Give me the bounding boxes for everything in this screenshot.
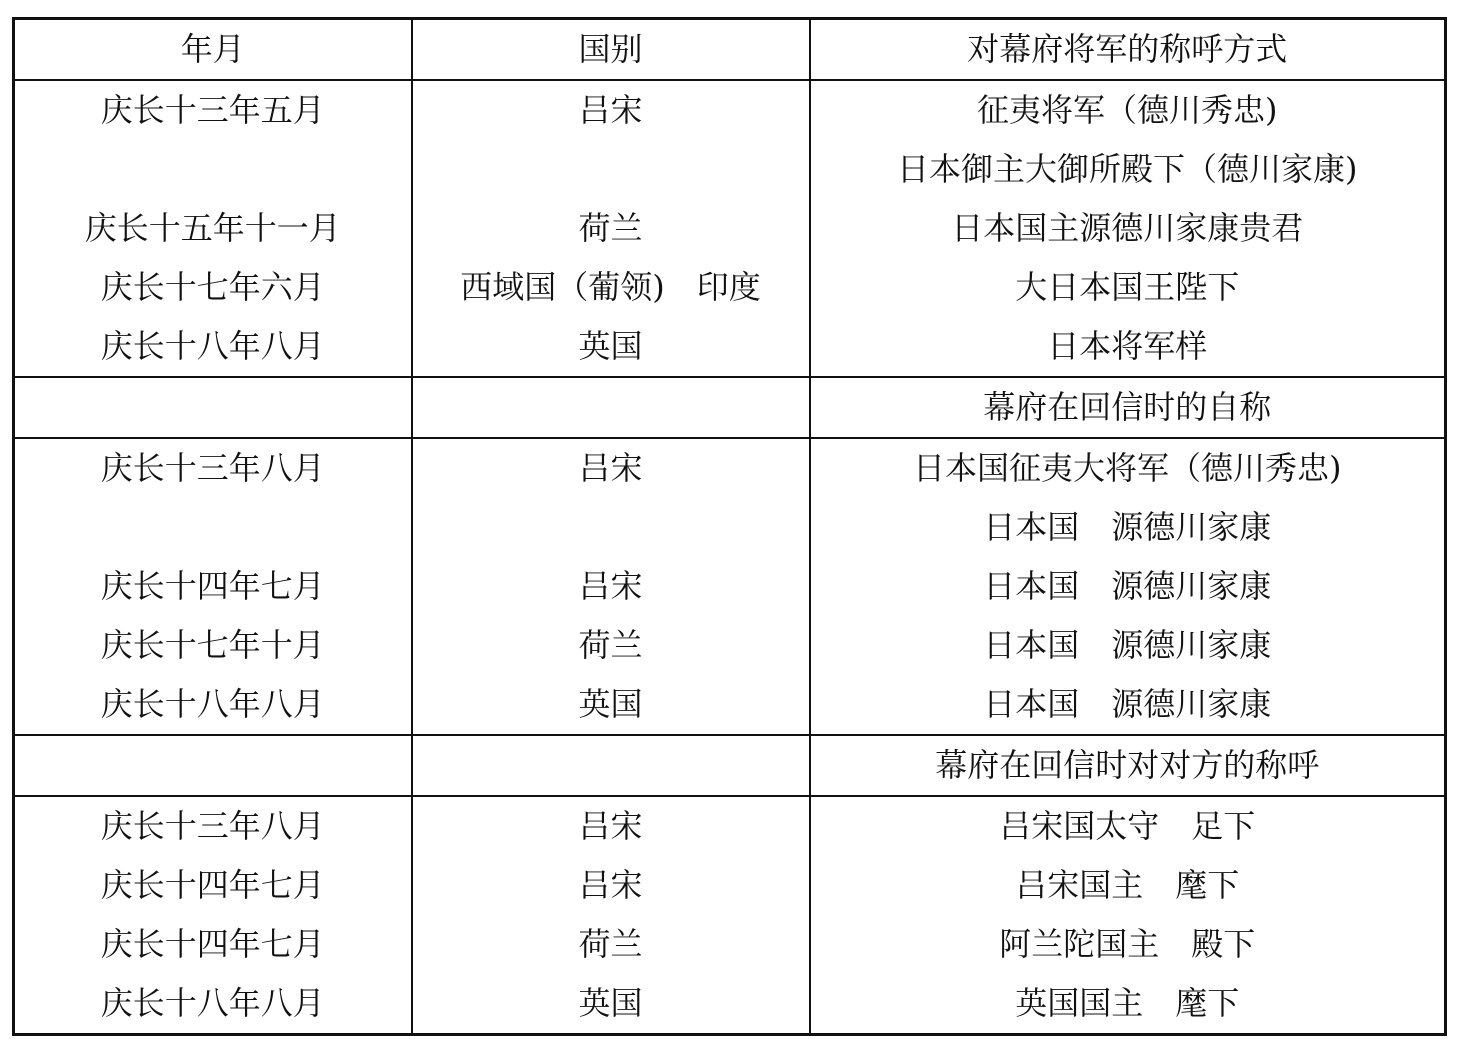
- cell-address: 征夷将军（德川秀忠): [810, 80, 1446, 140]
- cell-address: 日本国 源德川家康: [810, 616, 1446, 675]
- table-row: [14, 140, 1446, 199]
- cell-address: 大日本国王陛下: [810, 258, 1446, 317]
- table-row: [14, 317, 1446, 377]
- cell-year-month: 庆长十七年六月: [14, 258, 412, 317]
- table-row: [14, 557, 1446, 616]
- table-row: [14, 616, 1446, 675]
- cell-country: 吕宋: [412, 796, 810, 856]
- cell-address: 日本国 源德川家康: [810, 498, 1446, 557]
- cell-country: 英国: [412, 317, 810, 377]
- cell-year-month: 庆长十三年五月: [14, 80, 412, 140]
- cell-country: 英国: [412, 974, 810, 1035]
- table-row: [14, 498, 1446, 557]
- cell-address: 吕宋国太守 足下: [810, 796, 1446, 856]
- section-header-row: [14, 377, 1446, 438]
- cell-address: 日本国征夷大将军（德川秀忠): [810, 438, 1446, 498]
- header-country: 国别: [412, 19, 810, 81]
- cell-country: 西域国（葡领) 印度: [412, 258, 810, 317]
- table-row: [14, 199, 1446, 258]
- cell-country: [412, 498, 810, 557]
- cell-country: [412, 377, 810, 438]
- section-header-self-title: 幕府在回信时的自称: [810, 377, 1446, 438]
- cell-address: 吕宋国主 麾下: [810, 856, 1446, 915]
- cell-country: 吕宋: [412, 80, 810, 140]
- table-row: [14, 856, 1446, 915]
- cell-year-month: 庆长十四年七月: [14, 915, 412, 974]
- cell-year-month: 庆长十三年八月: [14, 438, 412, 498]
- cell-country: 吕宋: [412, 438, 810, 498]
- cell-country: 吕宋: [412, 557, 810, 616]
- cell-year-month: [14, 377, 412, 438]
- cell-address: 日本御主大御所殿下（德川家康): [810, 140, 1446, 199]
- table-row: [14, 258, 1446, 317]
- document-table-container: [12, 17, 1444, 1036]
- cell-country: 英国: [412, 675, 810, 735]
- cell-year-month: 庆长十三年八月: [14, 796, 412, 856]
- cell-year-month: 庆长十八年八月: [14, 675, 412, 735]
- table-row: [14, 80, 1446, 140]
- cell-year-month: [14, 498, 412, 557]
- cell-year-month: 庆长十七年十月: [14, 616, 412, 675]
- table-row: [14, 974, 1446, 1035]
- cell-year-month: [14, 140, 412, 199]
- cell-year-month: [14, 735, 412, 796]
- table-header-row: [14, 19, 1446, 81]
- cell-address: 日本国 源德川家康: [810, 557, 1446, 616]
- header-address-form: 对幕府将军的称呼方式: [810, 19, 1446, 81]
- cell-year-month: 庆长十四年七月: [14, 557, 412, 616]
- table-row: [14, 438, 1446, 498]
- cell-address: 日本国主源德川家康贵君: [810, 199, 1446, 258]
- header-year-month: 年月: [14, 19, 412, 81]
- table-row: [14, 796, 1446, 856]
- cell-year-month: 庆长十八年八月: [14, 317, 412, 377]
- cell-country: [412, 735, 810, 796]
- cell-country: 荷兰: [412, 915, 810, 974]
- honorifics-table: [12, 17, 1447, 1036]
- cell-address: 日本将军样: [810, 317, 1446, 377]
- cell-country: 荷兰: [412, 616, 810, 675]
- table-row: [14, 675, 1446, 735]
- cell-address: 阿兰陀国主 殿下: [810, 915, 1446, 974]
- cell-address: 日本国 源德川家康: [810, 675, 1446, 735]
- cell-country: 吕宋: [412, 856, 810, 915]
- cell-country: 荷兰: [412, 199, 810, 258]
- section-header-counterpart-title: 幕府在回信时对对方的称呼: [810, 735, 1446, 796]
- table-row: [14, 915, 1446, 974]
- section-header-row: [14, 735, 1446, 796]
- cell-year-month: 庆长十五年十一月: [14, 199, 412, 258]
- cell-year-month: 庆长十四年七月: [14, 856, 412, 915]
- cell-year-month: 庆长十八年八月: [14, 974, 412, 1035]
- cell-address: 英国国主 麾下: [810, 974, 1446, 1035]
- cell-country: [412, 140, 810, 199]
